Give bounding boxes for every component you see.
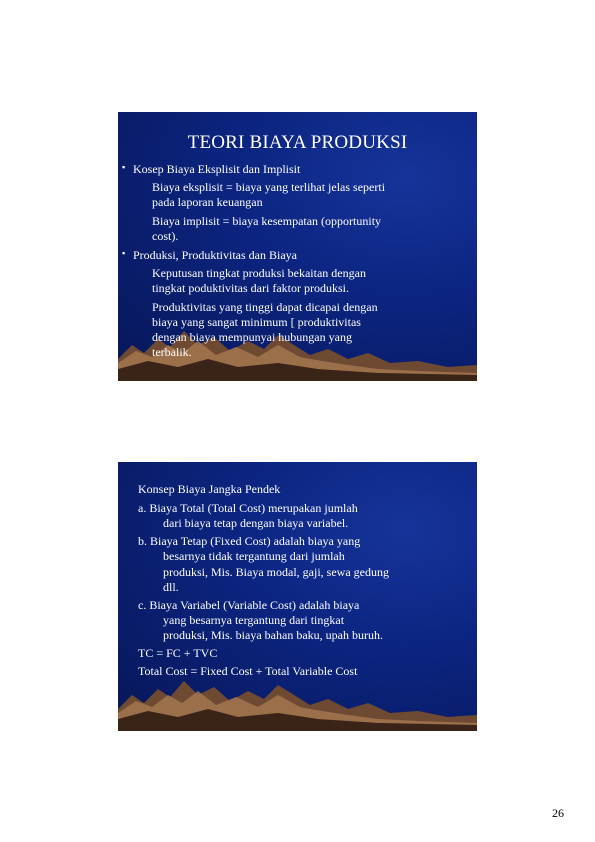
text-line: Produktivitas yang tinggi dapat dicapai dengan [152,300,378,314]
text-line: produksi, Mis. Biaya modal, gaji, sewa gedung [163,565,389,579]
page-number: 26 [552,806,564,820]
text-line: Biaya eksplisit = biaya yang terlihat jelas seperti [152,180,386,194]
slide-teori-biaya-produksi [118,112,477,381]
slide-title: TEORI BIAYA PRODUKSI [187,132,408,153]
list-item-c: c. Biaya Variabel (Variable Cost) adalah biaya [138,598,360,612]
formula-line: Total Cost = Fixed Cost + Total Variable Cost [138,664,358,678]
bullet-icon: ▪ [122,162,126,172]
text-line: dari biaya tetap dengan biaya variabel. [163,516,349,530]
text-line: Keputusan tingkat produksi bekaitan dengan [152,266,366,280]
formula-line: TC = FC + TVC [138,646,218,660]
slide-konsep-biaya-jangka-pendek [118,462,477,731]
text-line: produksi, Mis. biaya bahan baku, upah buruh. [163,628,383,642]
list-item-a: a. Biaya Total (Total Cost) merupakan jumlah [138,501,358,515]
list-item-b: b. Biaya Tetap (Fixed Cost) adalah biaya yang [138,534,361,548]
text-line: biaya yang sangat minimum [ produktivitas [152,315,361,329]
text-line: besarnya tidak tergantung dari jumlah [163,549,345,563]
slide-heading: Konsep Biaya Jangka Pendek [138,482,281,496]
text-line: tingkat poduktivitas dari faktor produksi. [152,281,349,295]
text-line: terbalik. [152,345,192,359]
bullet-heading-1: Kosep Biaya Eksplisit dan Implisit [133,162,301,176]
text-line: cost). [152,229,179,243]
text-line: yang besarnya tergantung dari tingkat [163,613,345,627]
text-line: dengan biaya mempunyai hubungan yang [152,330,352,344]
text-line: Biaya implisit = biaya kesempatan (opportunity [152,214,382,228]
text-line: pada laporan keuangan [152,195,263,209]
bullet-heading-2: Produksi, Produktivitas dan Biaya [133,248,297,262]
bullet-icon: ▪ [122,248,126,258]
text-line: dll. [163,580,179,594]
